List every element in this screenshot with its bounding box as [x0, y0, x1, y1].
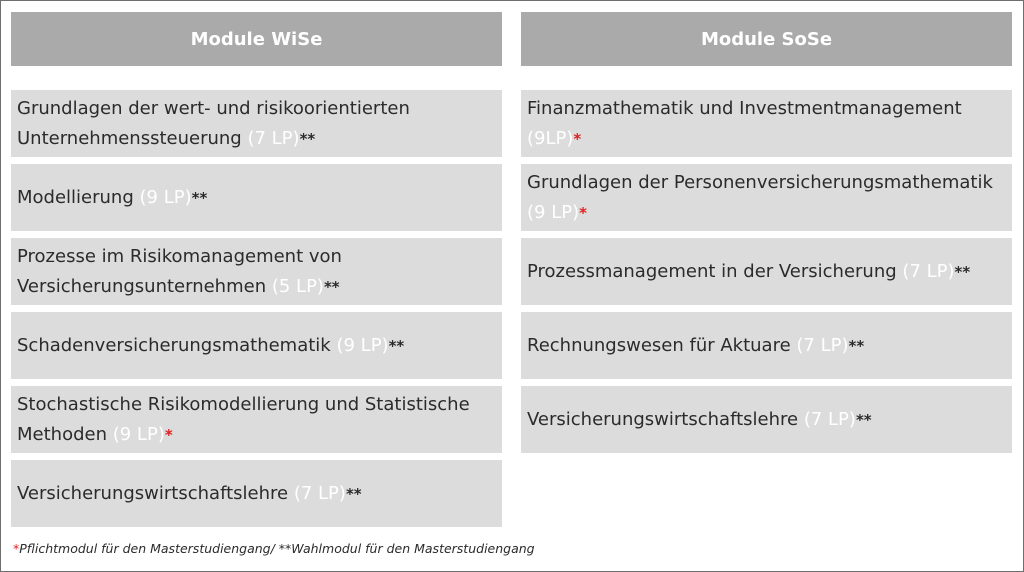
footnote-text: Pflichtmodul für den Masterstudiengang/ **Wahlmodul für den Masterstudiengang: [19, 541, 535, 556]
module-credits: (7 LP): [247, 127, 300, 149]
module-type-marker: **: [323, 277, 340, 296]
module-name: Versicherungswirtschaftslehre: [527, 408, 799, 430]
module-type-marker: **: [855, 410, 872, 429]
footnote-marker: *: [13, 541, 20, 556]
module-name: Modellierung: [17, 186, 134, 208]
module-credits: (7 LP): [803, 408, 856, 430]
module-name: Prozesse im Risikomanagement von Versicherungsunternehmen: [17, 245, 342, 297]
column-sose: [521, 12, 1012, 460]
module-credits: (7 LP): [902, 260, 955, 282]
module-entry: [17, 183, 207, 213]
module-entry: [17, 242, 496, 302]
module-name: Finanzmathematik und Investmentmanagement: [527, 97, 962, 119]
module-type-marker: *: [579, 203, 587, 222]
module-cell: [521, 238, 1012, 305]
module-list-wise: [11, 90, 502, 527]
module-cell: [11, 90, 502, 157]
column-header-sose: Module SoSe: [521, 12, 1012, 66]
column-wise: [11, 12, 502, 534]
module-name: Stochastische Risikomodellierung und Statistische Methoden: [17, 393, 470, 445]
module-cell: [11, 386, 502, 453]
module-name: Rechnungswesen für Aktuare: [527, 334, 791, 356]
module-entry: [527, 405, 872, 435]
module-cell: [521, 386, 1012, 453]
module-cell: [11, 164, 502, 231]
module-type-marker: **: [345, 484, 362, 503]
module-entry: [17, 94, 496, 154]
module-name: Schadenversicherungsmathematik: [17, 334, 331, 356]
module-cell: [521, 164, 1012, 231]
module-name: Prozessmanagement in der Versicherung: [527, 260, 897, 282]
module-name: Versicherungswirtschaftslehre: [17, 482, 289, 504]
module-entry: [527, 94, 1006, 154]
module-entry: [527, 257, 970, 287]
module-entry: [17, 331, 404, 361]
module-type-marker: *: [164, 425, 173, 444]
module-list-sose: [521, 90, 1012, 453]
module-credits: (9 LP): [139, 186, 192, 208]
module-entry: [527, 168, 1006, 228]
module-credits: (7 LP): [796, 334, 849, 356]
module-type-marker: **: [388, 336, 405, 355]
module-type-marker: **: [191, 188, 208, 207]
module-credits: (7 LP): [293, 482, 346, 504]
module-entry: [17, 390, 496, 450]
module-cell: [521, 90, 1012, 157]
module-type-marker: *: [573, 129, 582, 148]
module-cell: [11, 312, 502, 379]
module-cell: [11, 460, 502, 527]
module-credits: (9 LP): [336, 334, 389, 356]
module-entry: [17, 479, 362, 509]
module-type-marker: **: [848, 336, 865, 355]
module-type-marker: **: [954, 262, 971, 281]
module-credits: (9LP): [527, 127, 574, 149]
module-credits: (9 LP): [527, 201, 580, 223]
module-type-marker: **: [299, 129, 316, 148]
module-cell: [521, 312, 1012, 379]
module-credits: (5 LP): [271, 275, 324, 297]
module-name: Grundlagen der wert- und risikoorientierten Unternehmenssteuerung: [17, 97, 410, 149]
module-name: Grundlagen der Personenversicherungsmathematik: [527, 171, 993, 193]
module-credits: (9 LP): [112, 423, 165, 445]
column-header-wise: Module WiSe: [11, 12, 502, 66]
module-cell: [11, 238, 502, 305]
footnote: [13, 541, 535, 556]
module-entry: [527, 331, 864, 361]
